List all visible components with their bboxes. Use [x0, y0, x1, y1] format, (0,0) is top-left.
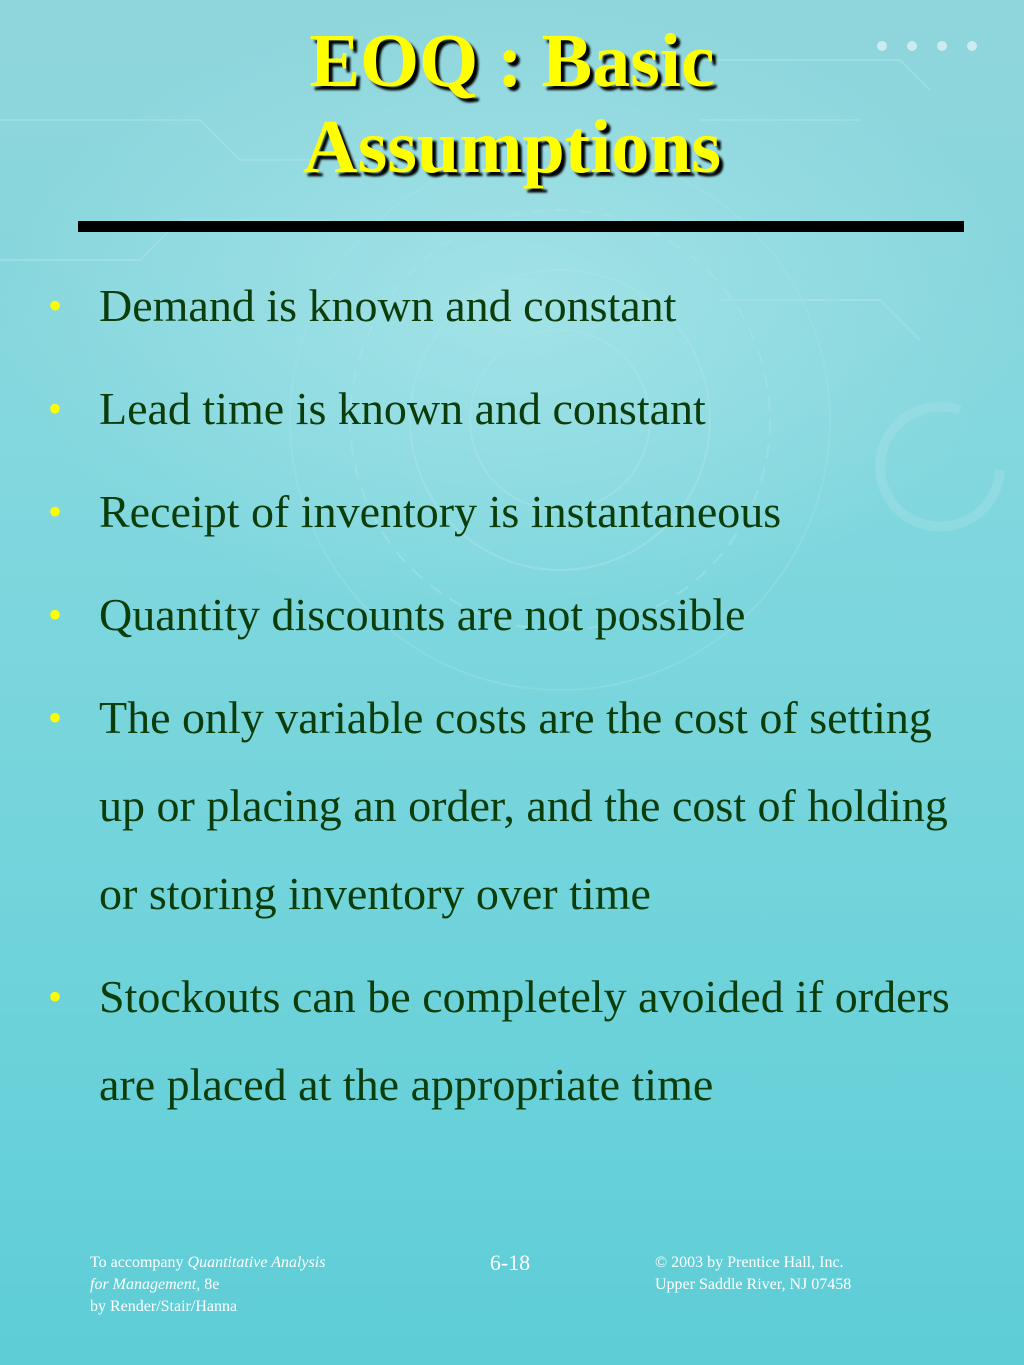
bullet-item	[42, 674, 972, 938]
bullet-text: Lead time is known and constant	[99, 383, 706, 434]
bullet-item	[42, 571, 972, 659]
footer-book-title-cont: for Management,	[90, 1276, 201, 1293]
footer-book-line-1	[90, 1252, 325, 1274]
bullet-item	[42, 262, 972, 350]
title-line-2: Assumptions	[302, 105, 722, 189]
slide-title	[0, 18, 1024, 190]
bullet-item	[42, 468, 972, 556]
footer-edition: 8e	[200, 1276, 220, 1293]
bullet-icon: •	[48, 489, 63, 534]
footer-book-title: Quantitative Analysis	[187, 1254, 326, 1271]
bullet-text: Demand is known and constant	[99, 280, 677, 331]
bullet-text: Stockouts can be completely avoided if orders are placed at the appropriate time	[99, 971, 950, 1110]
bullet-text: The only variable costs are the cost of setting up or placing an order, and the cost of holding or storing inventory over time	[99, 692, 948, 919]
footer-copyright	[655, 1252, 851, 1296]
bullet-icon: •	[48, 283, 63, 328]
bullet-list	[42, 262, 972, 1144]
bullet-text: Receipt of inventory is instantaneous	[99, 486, 782, 537]
bullet-icon: •	[48, 592, 63, 637]
bullet-item	[42, 953, 972, 1129]
footer-prefix: To accompany	[90, 1254, 188, 1271]
page-number: 6-18	[489, 1250, 531, 1275]
title-line-1: EOQ : Basic	[309, 19, 715, 103]
footer-authors: by Render/Stair/Hanna	[90, 1298, 238, 1315]
footer-copyright-line-2: Upper Saddle River, NJ 07458	[655, 1276, 852, 1293]
footer-book-credit	[90, 1252, 325, 1318]
bullet-icon: •	[48, 695, 63, 740]
bullet-icon: •	[48, 386, 63, 431]
bullet-text: Quantity discounts are not possible	[99, 589, 746, 640]
title-divider	[78, 221, 964, 232]
bullet-icon: •	[48, 974, 63, 1019]
bullet-item	[42, 365, 972, 453]
footer-copyright-line-1: © 2003 by Prentice Hall, Inc.	[655, 1254, 844, 1271]
footer-book-line-2	[90, 1274, 325, 1296]
